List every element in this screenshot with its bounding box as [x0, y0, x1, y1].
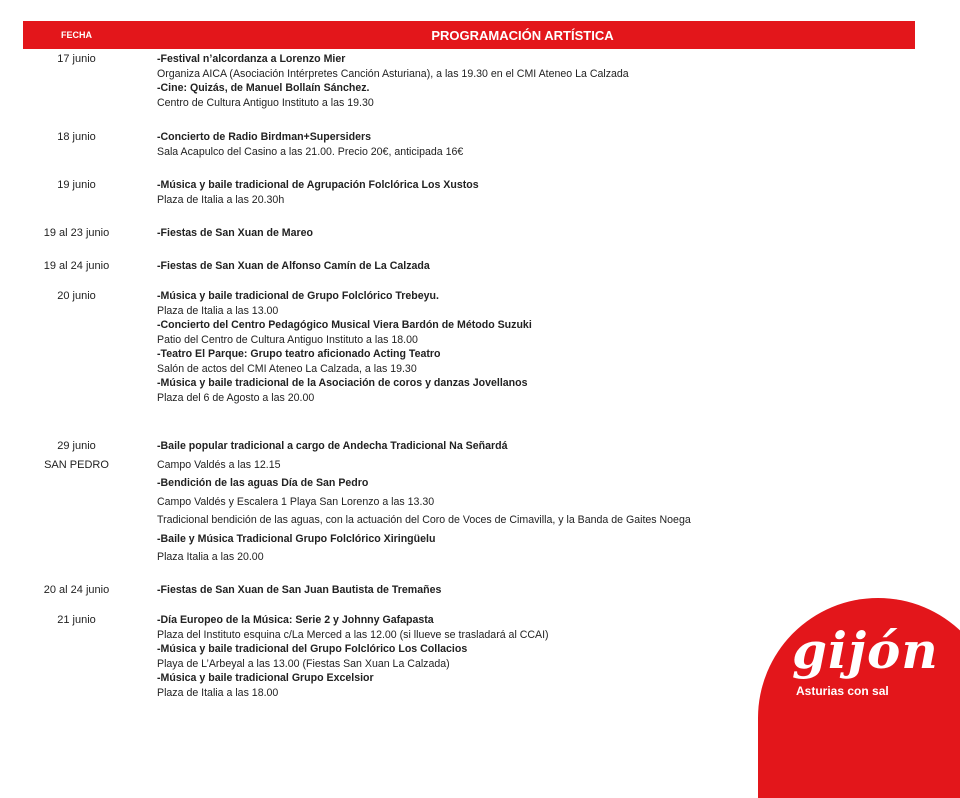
- event-title: -Cine: Quizás, de Manuel Bollaín Sánchez.: [157, 82, 370, 94]
- date-line: 29 junio: [57, 440, 96, 452]
- date-line: 19 junio: [57, 179, 96, 191]
- event-detail: Centro de Cultura Antiguo Instituto a las 19.30: [157, 96, 374, 109]
- entry-date: [23, 178, 130, 193]
- event-title: -Baile y Música Tradicional Grupo Folclórico Xiringüelu: [157, 532, 436, 545]
- event-detail: Plaza Italia a las 20.00: [157, 551, 264, 563]
- event-title: -Música y baile tradicional de la Asociación de coros y danzas Jovellanos: [157, 377, 528, 389]
- event-title: -Música y baile tradicional de Agrupación Folclórica Los Xustos: [157, 179, 479, 191]
- event-detail: Sala Acapulco del Casino a las 21.00. Precio 20€, anticipada 16€: [157, 145, 464, 158]
- event-detail: Plaza del Instituto esquina c/La Merced a las 12.00 (si llueve se trasladará al CCAI): [157, 628, 549, 641]
- date-line: 18 junio: [57, 131, 96, 143]
- date-line: 19 al 23 junio: [43, 227, 110, 239]
- event-title: -Baile popular tradicional a cargo de Andecha Tradicional Na Señardá: [157, 440, 508, 452]
- event-title: -Concierto de Radio Birdman+Supersiders: [157, 131, 371, 143]
- program-column-header: PROGRAMACIÓN ARTÍSTICA: [431, 28, 614, 43]
- event-title: -Fiestas de San Xuan de San Juan Bautista de Tremañes: [157, 584, 442, 596]
- entry-date: [23, 437, 130, 474]
- entry-details: [157, 178, 915, 207]
- event-detail: Organiza AICA (Asociación Intérpretes Canción Asturiana), a las 19.30 en el CMI Ateneo La Calzada: [157, 67, 629, 80]
- date-line: 21 junio: [57, 614, 96, 626]
- event-detail: Plaza de Italia a las 18.00: [157, 686, 279, 699]
- entry-details: [157, 226, 915, 241]
- event-detail: Plaza del 6 de Agosto a las 20.00: [157, 391, 315, 404]
- entry-details: [157, 130, 915, 159]
- event-title: -Música y baile tradicional de Grupo Folclórico Trebeyu.: [157, 290, 439, 302]
- event-title: -Fiestas de San Xuan de Alfonso Camín de La Calzada: [157, 260, 430, 272]
- event-detail: Salón de actos del CMI Ateneo La Calzada, a las 19.30: [157, 362, 417, 375]
- event-title: -Música y baile tradicional del Grupo Folclórico Los Collacios: [157, 643, 468, 655]
- entry-details: [157, 583, 915, 598]
- event-title: -Bendición de las aguas Día de San Pedro: [157, 477, 369, 489]
- entry-details: [157, 289, 915, 405]
- entry-date: [23, 52, 130, 67]
- entry-details: [157, 437, 915, 567]
- entry-date: [23, 613, 130, 628]
- event-title: -Fiestas de San Xuan de Mareo: [157, 227, 314, 239]
- entry-date: [23, 259, 130, 274]
- event-detail: Plaza de Italia a las 20.30h: [157, 193, 285, 206]
- date-line: 20 junio: [57, 290, 96, 302]
- event-title: -Concierto del Centro Pedagógico Musical Viera Bardón de Método Suzuki: [157, 319, 532, 331]
- event-detail: Patio del Centro de Cultura Antiguo Instituto a las 18.00: [157, 333, 418, 346]
- logo-tagline: Asturias con sal: [796, 684, 889, 698]
- event-detail: Tradicional bendición de las aguas, con la actuación del Coro de Voces de Cimavilla, y la Banda de Gaites Noega: [157, 514, 691, 526]
- event-detail: Campo Valdés a las 12.15: [157, 458, 281, 471]
- entry-date: [23, 130, 130, 145]
- event-detail: Plaza de Italia a las 13.00: [157, 304, 279, 317]
- logo-wordmark: gijón: [792, 621, 939, 680]
- table-header: [23, 21, 915, 49]
- date-line: 19 al 24 junio: [43, 260, 110, 272]
- entry-details: [157, 52, 915, 110]
- event-title: -Día Europeo de la Música: Serie 2 y Johnny Gafapasta: [157, 614, 434, 626]
- entry-date: [23, 583, 130, 598]
- event-title: -Festival n’alcordanza a Lorenzo Mier: [157, 53, 346, 65]
- date-line: 20 al 24 junio: [43, 584, 110, 596]
- event-title: -Teatro El Parque: Grupo teatro aficionado Acting Teatro: [157, 348, 441, 360]
- entry-details: [157, 259, 915, 274]
- date-line: 17 junio: [57, 53, 96, 65]
- event-detail: Campo Valdés y Escalera 1 Playa San Lorenzo a las 13.30: [157, 495, 435, 508]
- date-column-header: FECHA: [61, 30, 92, 40]
- entry-date: [23, 226, 130, 241]
- entry-date: [23, 289, 130, 304]
- date-line: SAN PEDRO: [44, 458, 109, 471]
- event-title: -Música y baile tradicional Grupo Excelsior: [157, 672, 374, 684]
- event-detail: Playa de L’Arbeyal a las 13.00 (Fiestas San Xuan La Calzada): [157, 657, 450, 670]
